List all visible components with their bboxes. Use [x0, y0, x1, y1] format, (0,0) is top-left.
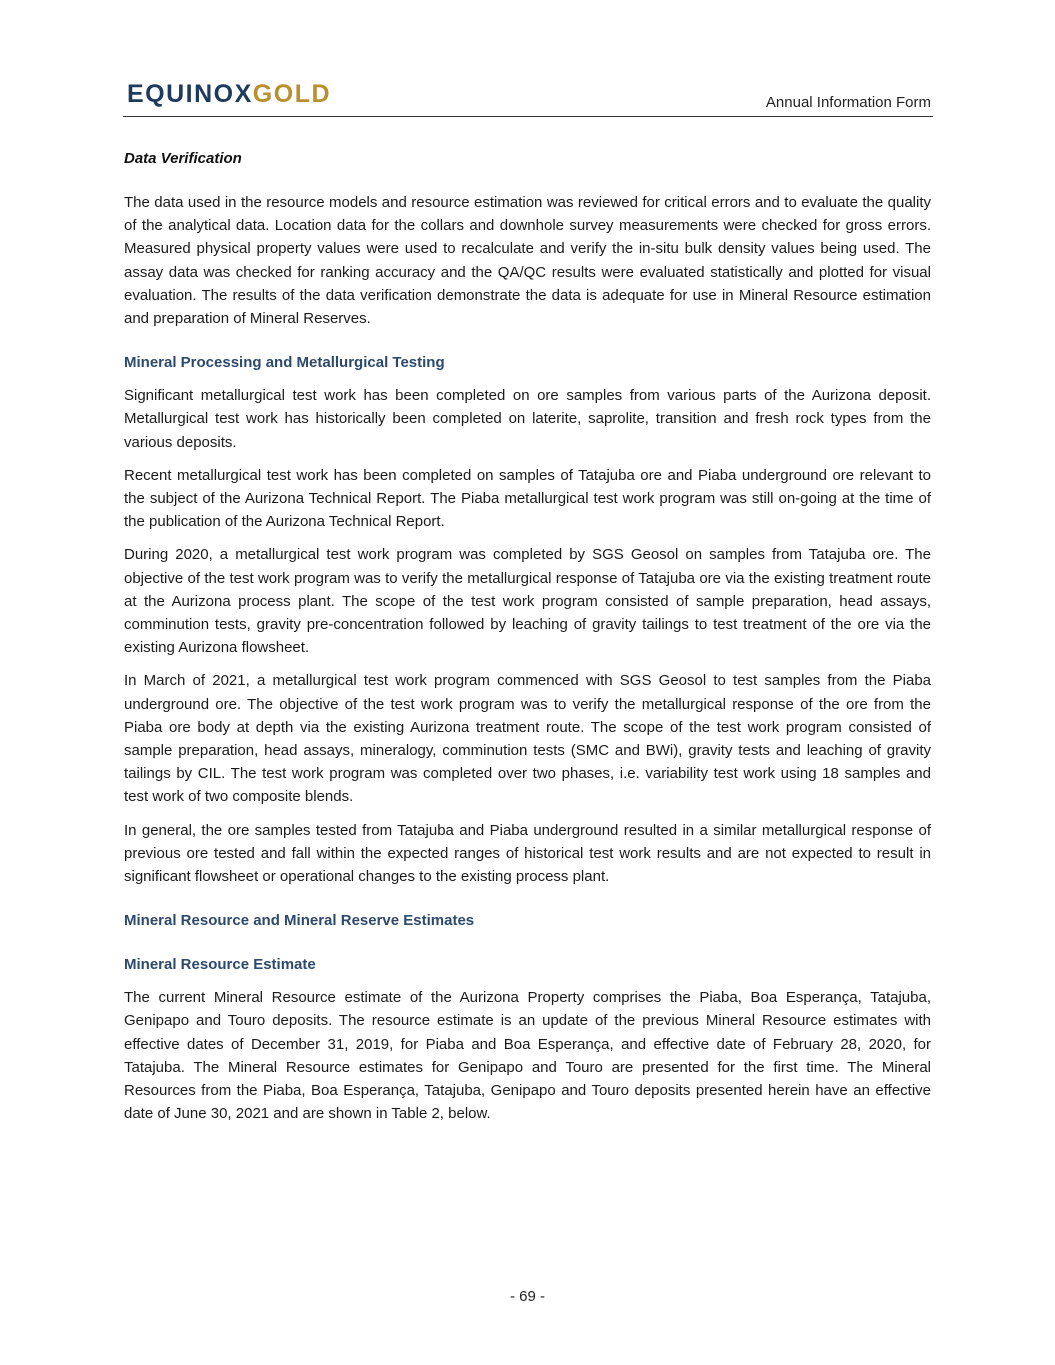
paragraph-processing-1: Significant metallurgical test work has been completed on ore samples from various parts of the Aurizona deposit. Metallurgical test work has historically been completed on laterite, saprolite, transition and fresh rock types from the various deposits. — [124, 387, 931, 451]
paragraph-processing-5: In general, the ore samples tested from Tatajuba and Piaba underground resulted in a similar metallurgical response of previous ore tested and fall within the expected ranges of historical test work results and are not expected to result in significant flowsheet or operational changes to the existing process plant. — [124, 821, 931, 886]
paragraph-processing-4: In March of 2021, a metallurgical test work program commenced with SGS Geosol to test samples from the Piaba underground ore. The objective of the test work program was to verify the metallurgical response of the ore from the Piaba ore body at depth via the existing Aurizona treatment route. The scope of the test work program consisted of sample preparation, head assays, mineralogy, comminution tests (SMC and BWi), gravity tests and leaching of gravity tailings by CIL. The test work program was completed over two phases, i.e. variability test work using 18 samples and test work of two composite blends. — [124, 672, 931, 806]
heading-mineral-processing: Mineral Processing and Metallurgical Testing — [124, 354, 445, 372]
heading-mineral-resource-estimate: Mineral Resource Estimate — [124, 956, 316, 974]
company-logo — [127, 80, 331, 108]
heading-resource-reserve-estimates: Mineral Resource and Mineral Reserve Estimates — [124, 912, 475, 930]
paragraph-processing-2: Recent metallurgical test work has been completed on samples of Tatajuba ore and Piaba underground ore relevant to the subject of the Aurizona Technical Report. The Piaba metallurgical test work program was still on-going at the time of the publication of the Aurizona Technical Report. — [124, 466, 931, 531]
page-body — [124, 147, 931, 1136]
logo-text-equinox: EQUINOX — [127, 80, 253, 108]
paragraph-resource-estimate: The current Mineral Resource estimate of the Aurizona Property comprises the Piaba, Boa Esperança, Tatajuba, Genipapo and Touro deposits. The resource estimate is an update of the previous Mineral Resource estimates with effective dates of December 31, 2019, for Piaba and Boa Esperança, and effective date of February 28, 2020, for Tatajuba. The Mineral Resource estimates for Genipapo and Touro are presented for the first time. The Mineral Resources from the Piaba, Boa Esperança, Tatajuba, Genipapo and Touro deposits presented herein have an effective date of June 30, 2021 and are shown in Table 2, below. — [124, 989, 931, 1123]
page-header — [123, 80, 933, 117]
page-number: - 69 - — [509, 1288, 545, 1305]
paragraph-data-verification: The data used in the resource models and resource estimation was reviewed for critical errors and to evaluate the quality of the analytical data. Location data for the collars and downhole survey measurements were checked for gross errors. Measured physical property values were used to recalculate and verify the in-situ bulk density values being used. The assay data was checked for ranking accuracy and the QA/QC results were evaluated statistically and plotted for visual evaluation. The results of the data verification demonstrate the data is adequate for use in Mineral Resource estimation and preparation of Mineral Reserves. — [124, 194, 931, 328]
paragraph-processing-3: During 2020, a metallurgical test work program was completed by SGS Geosol on samples from Tatajuba ore. The objective of the test work program was to verify the metallurgical response of Tatajuba ore via the existing treatment route at the Aurizona process plant. The scope of the test work program consisted of sample preparation, head assays, comminution tests, gravity pre-concentration followed by leaching of gravity tailings to test treatment of the ore via the existing Aurizona flowsheet. — [124, 546, 931, 657]
logo-text-gold: GOLD — [252, 80, 332, 108]
heading-data-verification: Data Verification — [124, 150, 242, 167]
document-title: Annual Information Form — [765, 94, 931, 111]
